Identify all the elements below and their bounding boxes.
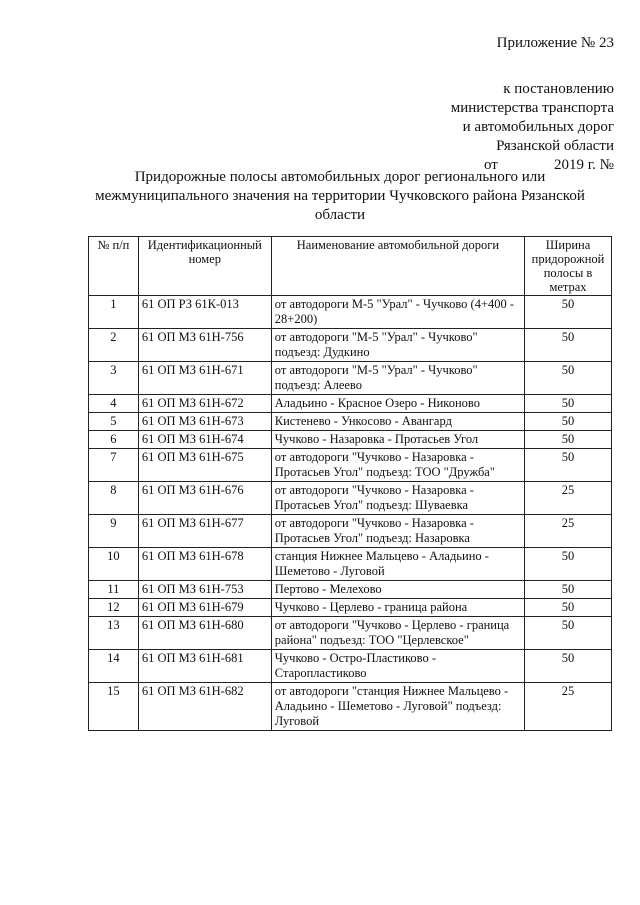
appendix-line-3: и автомобильных дорог [462,119,614,135]
row-road-name: от автодороги "Чучково - Назаровка - Протасьев Угол" подъезд: Шуваевка [271,482,524,515]
table-row [89,683,612,731]
row-road-name: Пертово - Мелехово [271,581,524,599]
row-identifier: 61 ОП МЗ 61Н-673 [138,413,271,431]
row-road-name: от автодороги "Чучково - Назаровка - Протасьев Угол" подъезд: ТОО "Дружба" [271,449,524,482]
table-row [89,329,612,362]
row-road-name: Аладьино - Красное Озеро - Никоново [271,395,524,413]
row-width: 50 [525,449,612,482]
document-title: Придорожные полосы автомобильных дорог регионального или межмуниципального значения на территории Чучковского района Рязанской области [95,169,585,223]
roads-table [88,236,612,731]
row-width: 25 [525,515,612,548]
date-prefix: от [484,157,498,173]
row-number: 5 [89,413,139,431]
table-row [89,599,612,617]
row-number: 12 [89,599,139,617]
appendix-line-4: Рязанской области [496,138,614,154]
row-road-name: Чучково - Церлево - граница района [271,599,524,617]
header-width: Ширина придорожной полосы в метрах [525,237,612,296]
row-width: 50 [525,329,612,362]
row-identifier: 61 ОП МЗ 61Н-674 [138,431,271,449]
row-road-name: от автодороги М-5 "Урал" - Чучково (4+400 - 28+200) [271,296,524,329]
row-road-name: от автодороги "М-5 "Урал" - Чучково" подъезд: Дудкино [271,329,524,362]
row-identifier: 61 ОП РЗ 61К-013 [138,296,271,329]
row-number: 4 [89,395,139,413]
row-identifier: 61 ОП МЗ 61Н-679 [138,599,271,617]
row-number: 3 [89,362,139,395]
header-identifier: Идентификационный номер [138,237,271,296]
row-number: 7 [89,449,139,482]
row-width: 50 [525,617,612,650]
row-road-name: Чучково - Назаровка - Протасьев Угол [271,431,524,449]
row-width: 50 [525,548,612,581]
row-width: 50 [525,431,612,449]
row-identifier: 61 ОП МЗ 61Н-680 [138,617,271,650]
row-road-name: от автодороги "Чучково - Назаровка - Протасьев Угол" подъезд: Назаровка [271,515,524,548]
date-suffix: 2019 г. № [553,157,614,173]
row-identifier: 61 ОП МЗ 61Н-676 [138,482,271,515]
row-road-name: станция Нижнее Мальцево - Аладьино - Шеметово - Луговой [271,548,524,581]
table-row [89,296,612,329]
row-identifier: 61 ОП МЗ 61Н-682 [138,683,271,731]
appendix-number: Приложение № 23 [496,35,614,51]
row-identifier: 61 ОП МЗ 61Н-671 [138,362,271,395]
row-number: 1 [89,296,139,329]
row-width: 50 [525,413,612,431]
row-width: 25 [525,683,612,731]
row-width: 50 [525,296,612,329]
row-number: 2 [89,329,139,362]
table-row [89,413,612,431]
row-identifier: 61 ОП МЗ 61Н-675 [138,449,271,482]
row-identifier: 61 ОП МЗ 61Н-678 [138,548,271,581]
row-identifier: 61 ОП МЗ 61Н-753 [138,581,271,599]
row-width: 25 [525,482,612,515]
row-width: 50 [525,362,612,395]
row-number: 13 [89,617,139,650]
row-road-name: от автодороги "станция Нижнее Мальцево - Аладьино - Шеметово - Луговой" подъезд: Луговой [271,683,524,731]
row-width: 50 [525,581,612,599]
row-identifier: 61 ОП МЗ 61Н-681 [138,650,271,683]
row-width: 50 [525,650,612,683]
table-row [89,617,612,650]
row-width: 50 [525,599,612,617]
appendix-line-2: министерства транспорта [450,100,614,116]
row-road-name: от автодороги "Чучково - Церлево - граница района" подъезд: ТОО "Церлевское" [271,617,524,650]
table-row [89,449,612,482]
header-road-name: Наименование автомобильной дороги [271,237,524,296]
table-row [89,515,612,548]
table-row [89,581,612,599]
table-row [89,395,612,413]
row-number: 9 [89,515,139,548]
table-row [89,362,612,395]
row-road-name: Кистенево - Ункосово - Авангард [271,413,524,431]
row-road-name: Чучково - Остро-Пластиково - Старопластиково [271,650,524,683]
header-number: № п/п [89,237,139,296]
row-identifier: 61 ОП МЗ 61Н-756 [138,329,271,362]
row-identifier: 61 ОП МЗ 61Н-672 [138,395,271,413]
appendix-block [451,34,614,175]
appendix-line-1: к постановлению [503,81,614,97]
table-row [89,482,612,515]
table-header-row [89,237,612,296]
table-row [89,548,612,581]
row-number: 14 [89,650,139,683]
table-row [89,431,612,449]
row-number: 11 [89,581,139,599]
row-number: 6 [89,431,139,449]
table-row [89,650,612,683]
row-number: 15 [89,683,139,731]
row-number: 8 [89,482,139,515]
row-number: 10 [89,548,139,581]
row-width: 50 [525,395,612,413]
row-road-name: от автодороги "М-5 "Урал" - Чучково" подъезд: Алеево [271,362,524,395]
row-identifier: 61 ОП МЗ 61Н-677 [138,515,271,548]
